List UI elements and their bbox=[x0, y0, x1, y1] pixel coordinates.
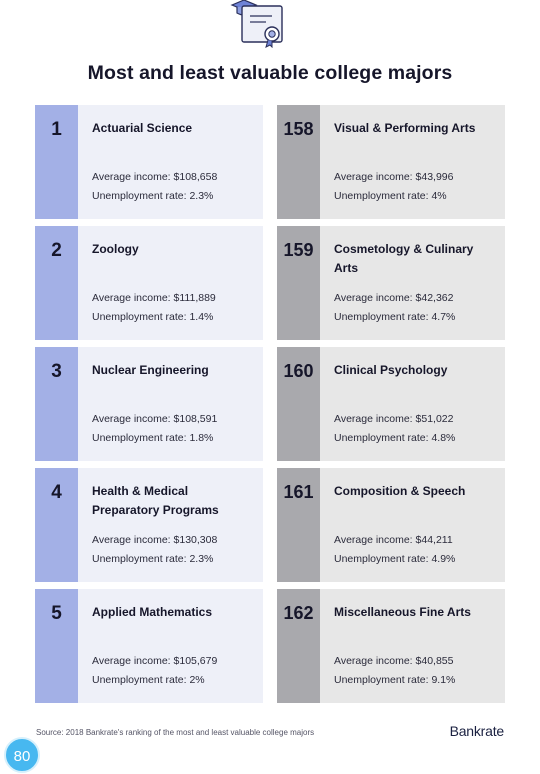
most-valuable-column bbox=[35, 105, 263, 710]
brand-logo: Bankrate bbox=[449, 723, 504, 739]
rank-number: 160 bbox=[283, 361, 314, 381]
average-income: Average income: $108,591 bbox=[92, 413, 218, 425]
card-body bbox=[78, 105, 263, 219]
average-income: Average income: $51,022 bbox=[334, 413, 454, 425]
unemployment-rate: Unemployment rate: 1.8% bbox=[92, 432, 214, 444]
average-income: Average income: $108,658 bbox=[92, 171, 218, 183]
average-income: Average income: $42,362 bbox=[334, 292, 454, 304]
major-name: Nuclear Engineering bbox=[92, 363, 209, 377]
major-card bbox=[35, 589, 263, 703]
card-body bbox=[320, 347, 505, 461]
major-card bbox=[35, 105, 263, 219]
major-name: Zoology bbox=[92, 242, 139, 256]
card-body bbox=[320, 589, 505, 703]
rank-number: 162 bbox=[283, 603, 314, 623]
card-body bbox=[78, 347, 263, 461]
diploma-certificate-icon bbox=[228, 0, 292, 48]
unemployment-rate: Unemployment rate: 2.3% bbox=[92, 553, 214, 565]
major-name: Applied Mathematics bbox=[92, 605, 213, 619]
average-income: Average income: $105,679 bbox=[92, 655, 218, 667]
rank-number: 2 bbox=[51, 240, 62, 261]
page-number-badge: 80 bbox=[4, 737, 40, 773]
card-body bbox=[320, 105, 505, 219]
unemployment-rate: Unemployment rate: 4.7% bbox=[334, 311, 456, 323]
major-card bbox=[277, 347, 505, 461]
major-name: Clinical Psychology bbox=[334, 363, 448, 377]
unemployment-rate: Unemployment rate: 2% bbox=[92, 674, 205, 686]
card-body bbox=[78, 589, 263, 703]
unemployment-rate: Unemployment rate: 4.9% bbox=[334, 553, 456, 565]
unemployment-rate: Unemployment rate: 1.4% bbox=[92, 311, 214, 323]
rank-number: 5 bbox=[51, 603, 62, 624]
average-income: Average income: $130,308 bbox=[92, 534, 218, 546]
rank-number: 159 bbox=[283, 240, 314, 260]
average-income: Average income: $44,211 bbox=[334, 534, 453, 546]
major-card bbox=[35, 468, 263, 582]
unemployment-rate: Unemployment rate: 9.1% bbox=[334, 674, 456, 686]
card-body bbox=[320, 226, 505, 340]
rank-number: 3 bbox=[51, 361, 62, 382]
card-body bbox=[78, 468, 263, 582]
average-income: Average income: $43,996 bbox=[334, 171, 454, 183]
major-name: Miscellaneous Fine Arts bbox=[334, 605, 471, 619]
major-name: Cosmetology & Culinary Arts bbox=[334, 242, 474, 275]
major-card bbox=[277, 589, 505, 703]
rank-number: 4 bbox=[51, 482, 62, 503]
rank-number: 161 bbox=[283, 482, 314, 502]
unemployment-rate: Unemployment rate: 4.8% bbox=[334, 432, 456, 444]
average-income: Average income: $111,889 bbox=[92, 292, 216, 304]
major-card bbox=[277, 226, 505, 340]
major-card bbox=[277, 468, 505, 582]
card-body bbox=[320, 468, 505, 582]
card-body bbox=[78, 226, 263, 340]
unemployment-rate: Unemployment rate: 4% bbox=[334, 190, 447, 202]
average-income: Average income: $40,855 bbox=[334, 655, 454, 667]
page-title: Most and least valuable college majors bbox=[87, 62, 453, 84]
major-card bbox=[277, 105, 505, 219]
unemployment-rate: Unemployment rate: 2.3% bbox=[92, 190, 214, 202]
major-name: Composition & Speech bbox=[334, 484, 466, 498]
least-valuable-column bbox=[277, 105, 505, 710]
rank-number: 1 bbox=[51, 119, 62, 140]
major-card bbox=[35, 226, 263, 340]
source-note: Source: 2018 Bankrate's ranking of the most and least valuable college majors bbox=[36, 728, 315, 737]
major-name: Visual & Performing Arts bbox=[334, 121, 476, 135]
major-card bbox=[35, 347, 263, 461]
major-name: Actuarial Science bbox=[92, 121, 193, 135]
major-name: Health & Medical Preparatory Programs bbox=[92, 484, 219, 517]
rank-number: 158 bbox=[283, 119, 314, 139]
